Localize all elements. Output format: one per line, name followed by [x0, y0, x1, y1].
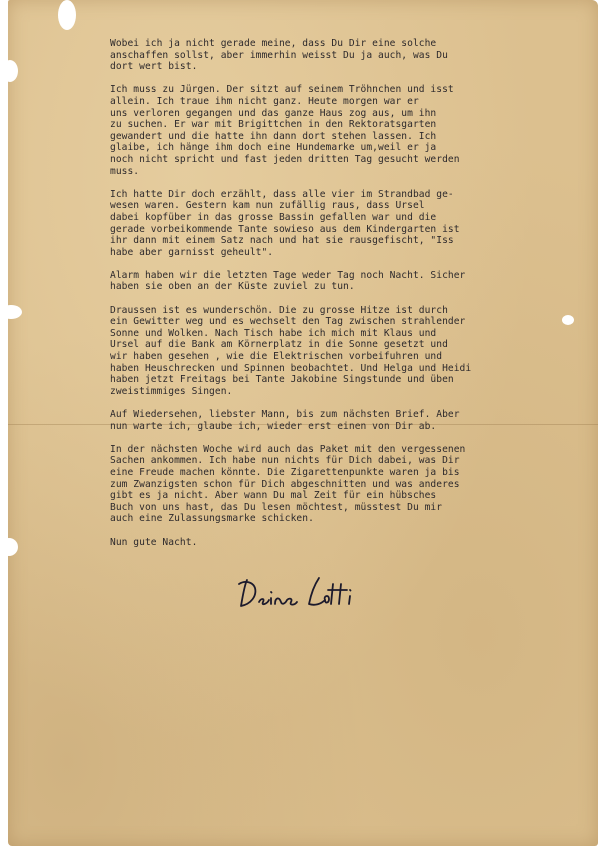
letter-paragraph: [110, 38, 588, 73]
typed-line: gerade vorbeikommende Tante sowieso aus dem Kindergarten ist: [110, 223, 460, 235]
typed-line: muss.: [110, 165, 140, 177]
letter-paragraph: [110, 537, 588, 549]
typed-line: Ich hatte Dir doch erzählt, dass alle vier im Strandbad ge-: [110, 188, 454, 200]
letter-paragraph: [110, 305, 588, 398]
typed-line: allein. Ich traue ihm nicht ganz. Heute morgen war er: [110, 95, 419, 107]
typed-line: Alarm haben wir die letzten Tage weder Tag noch Nacht. Sicher: [110, 269, 466, 281]
letter-paragraph: [110, 270, 588, 293]
typed-line: uns verloren gegangen und das ganze Haus zog aus, um ihn: [110, 107, 437, 119]
typed-line: haben Heuschrecken und Spinnen beobachtet. Und Helga und Heidi: [110, 362, 472, 374]
torn-edge-mark: [2, 60, 18, 82]
letter-paragraph: [110, 409, 588, 432]
typed-line: dabei kopfüber in das grosse Bassin gefallen war und die: [110, 211, 437, 223]
typed-line: glaibe, ich hänge ihm doch eine Hundemarke um,weil er ja: [110, 142, 437, 154]
typed-line: In der nächsten Woche wird auch das Paket mit den vergessenen: [110, 443, 466, 455]
typed-line: dort wert bist.: [110, 61, 198, 73]
typed-line: anschaffen sollst, aber immerhin weisst Du ja auch, was Du: [110, 49, 448, 61]
typed-line: zweistimmiges Singen.: [110, 385, 233, 397]
letter-body: [110, 38, 588, 560]
typed-line: eine Freude machen könnte. Die Zigarettenpunkte waren ja bis: [110, 466, 460, 478]
typed-line: Sachen ankommen. Ich habe nun nichts für Dich dabei, was Dir: [110, 455, 460, 467]
typed-line: haben sie oben an der Küste zuviel zu tun.: [110, 281, 355, 293]
typed-line: ihr dann mit einem Satz nach und hat sie rausgefischt, "Iss: [110, 235, 454, 247]
letter-paragraph: [110, 189, 588, 259]
typed-line: ein Gewitter weg und es wechselt den Tag zwischen strahlender: [110, 316, 466, 328]
typed-line: Auf Wiedersehen, liebster Mann, bis zum nächsten Brief. Aber: [110, 409, 460, 420]
typed-line: gibt es ja nicht. Aber wann Du mal Zeit für ein hübsches: [110, 490, 437, 502]
typed-line: Ich muss zu Jürgen. Der sitzt auf seinem Tröhnchen und isst: [110, 84, 454, 96]
typed-line: gewandert und die hatte ihn dann dort stehen lassen. Ich: [110, 130, 437, 142]
letter-paragraph: [110, 84, 588, 177]
handwritten-signature: [235, 574, 365, 614]
typed-line: nun warte ich, glaube ich, wieder erst einen von Dir ab.: [110, 420, 437, 432]
torn-edge-mark: [0, 305, 22, 319]
typed-line: zu suchen. Er war mit Brigittchen in den Rektoratsgarten: [110, 119, 437, 131]
typed-line: habe aber garnisst geheult".: [110, 246, 274, 258]
typed-line: auch eine Zulassungsmarke schicken.: [110, 513, 314, 525]
typed-line: Nun gute Nacht.: [110, 536, 198, 548]
typed-line: wesen waren. Gestern kam nun zufällig raus, dass Ursel: [110, 200, 425, 212]
typed-line: haben jetzt Freitags bei Tante Jakobine Singstunde und üben: [110, 374, 454, 386]
typed-line: Buch von uns hast, das Du lesen möchtest, müsstest Du mir: [110, 501, 443, 513]
typed-line: wir haben gesehen , wie die Elektrischen vorbeifuhren und: [110, 351, 443, 363]
typed-line: Sonne und Wolken. Nach Tisch habe ich mich mit Klaus und: [110, 327, 437, 339]
typed-line: Ursel auf die Bank am Körnerplatz in die Sonne gesetzt und: [110, 339, 448, 351]
torn-edge-mark: [58, 0, 76, 30]
torn-edge-mark: [0, 538, 18, 556]
typed-line: Draussen ist es wunderschön. Die zu grosse Hitze ist durch: [110, 304, 448, 316]
letter-paragraph: [110, 444, 588, 525]
typed-line: Wobei ich ja nicht gerade meine, dass Du Dir eine solche: [110, 38, 437, 49]
typed-line: noch nicht spricht und fast jeden dritten Tag gesucht werden: [110, 153, 460, 165]
typed-line: zum Zwanzigsten schon für Dich abgeschnitten und was anderes: [110, 478, 460, 490]
